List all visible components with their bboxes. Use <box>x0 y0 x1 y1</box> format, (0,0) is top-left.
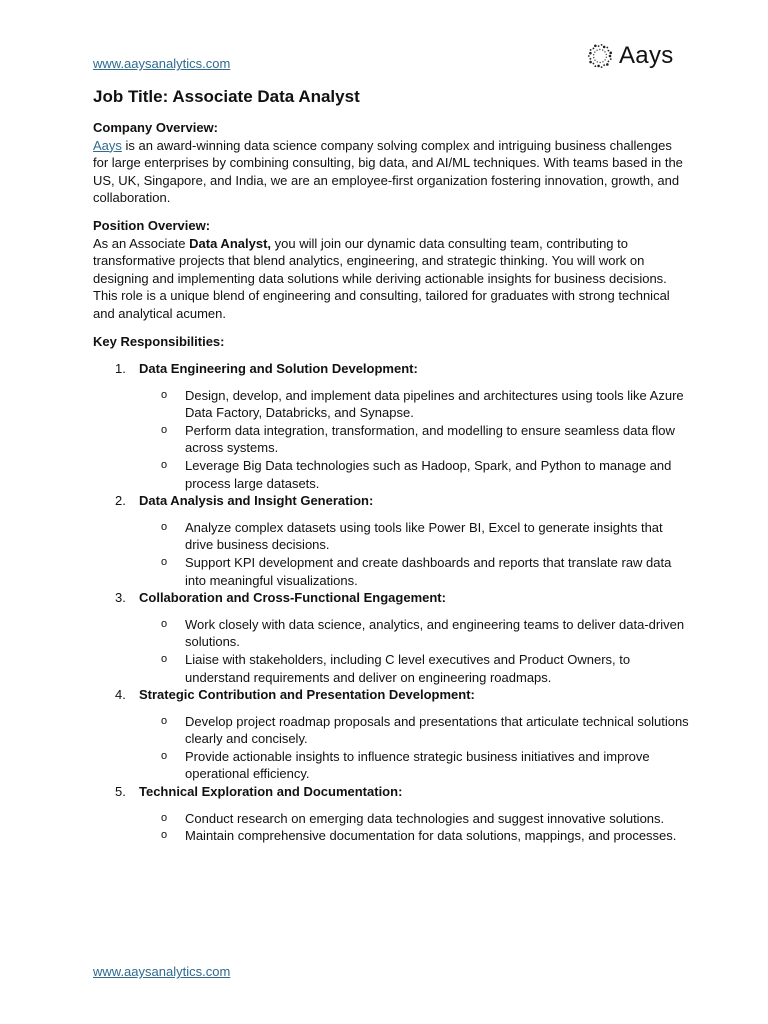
logo-dot <box>597 61 598 62</box>
logo-dot <box>606 57 607 58</box>
logo-text: Aays <box>619 42 674 69</box>
logo-dot <box>588 55 590 57</box>
sub-bullet-text: Support KPI development and create dashboards and reports that translate raw data into meaningful visualizations. <box>185 554 672 588</box>
responsibility-number: 4. <box>115 687 126 703</box>
circle-bullet-icon: o <box>161 652 168 665</box>
sub-bullet-text: Analyze complex datasets using tools like Power BI, Excel to generate insights that drive business decisions. <box>185 519 663 553</box>
responsibility-number: 2. <box>115 493 126 509</box>
sub-bullet-list <box>139 616 693 686</box>
responsibility-number: 5. <box>115 784 126 800</box>
sub-bullet-text: Leverage Big Data technologies such as Hadoop, Spark, and Python to manage and process large datasets. <box>185 457 672 491</box>
logo-dot <box>604 59 605 60</box>
logo-dot <box>609 52 612 55</box>
sub-bullet-text: Liaise with stakeholders, including C level executives and Product Owners, to understand requirements and deliver on engineering roadmaps. <box>185 651 631 685</box>
logo-dot <box>609 55 612 58</box>
sub-bullet-text: Provide actionable insights to influence strategic business initiatives and improve operational efficiency. <box>185 748 650 782</box>
company-overview-section <box>93 119 683 207</box>
sub-bullet-item <box>139 387 693 422</box>
logo-dot <box>593 54 594 55</box>
logo-dot <box>589 61 592 64</box>
logo-dot <box>589 52 592 55</box>
responsibility-title: Strategic Contribution and Presentation Development: <box>139 687 475 703</box>
logo-dot <box>596 50 597 51</box>
logo-dot <box>602 49 603 50</box>
sub-bullet-list <box>139 713 693 783</box>
logo-dot <box>608 61 610 63</box>
logo-dot <box>593 63 595 65</box>
sub-bullet-item <box>139 810 693 828</box>
sub-bullet-text: Work closely with data science, analytics, and engineering teams to deliver data-driven solutions. <box>185 616 685 650</box>
logo-dot <box>599 62 600 63</box>
logo-dot <box>594 59 595 60</box>
logo-dot <box>603 64 605 66</box>
circle-bullet-icon: o <box>161 811 168 824</box>
logo-dot <box>610 58 612 60</box>
logo-dot <box>598 45 600 47</box>
logo-dot <box>590 49 592 51</box>
sub-bullet-item <box>139 422 693 457</box>
circle-bullet-icon: o <box>161 388 168 401</box>
sub-bullet-item <box>139 457 693 492</box>
sub-bullet-text: Design, develop, and implement data pipelines and architectures using tools like Azure Data Factory, Databricks, and Synapse. <box>185 387 684 421</box>
responsibility-title: Collaboration and Cross-Functional Engagement: <box>139 590 446 606</box>
logo-dot <box>606 63 609 66</box>
circle-bullet-icon: o <box>161 617 168 630</box>
logo-dot <box>608 50 610 52</box>
logo-dot <box>602 61 603 62</box>
responsibility-title: Data Analysis and Insight Generation: <box>139 493 374 509</box>
key-responsibilities-section <box>93 333 683 351</box>
responsibility-number: 1. <box>115 361 126 376</box>
sub-bullet-text: Develop project roadmap proposals and presentations that articulate technical solutions clearly and concisely. <box>185 713 689 747</box>
responsibility-number: 3. <box>115 590 126 606</box>
key-responsibilities-heading: Key Responsibilities: <box>93 334 225 349</box>
responsibility-title: Technical Exploration and Documentation: <box>139 784 403 800</box>
sub-bullet-item <box>139 519 693 554</box>
circle-bullet-icon: o <box>161 458 168 471</box>
dotted-ring-logo-icon <box>587 43 613 69</box>
responsibility-item <box>93 589 693 686</box>
sub-bullet-list <box>139 519 693 589</box>
logo-dot <box>594 65 596 67</box>
logo-dot <box>606 54 607 55</box>
position-text-after: you will join our dynamic data consulting team, contributing to transformative projects that blend analytics, engineering, and strategic thinking. You will work on designing and implementing data solutions while deriving actionable insights for business decisions. This role is a unique blend of engineering and consulting, tailored for graduates with strong technical and analytical acumen. <box>93 235 670 321</box>
company-overview-body: is an award-winning data science company solving complex and intriguing business challenges for large enterprises by combining consulting, big data, and AI/ML techniques. With teams based in the US, UK, Singapore, and India, we are an employee-first organization fostering innovation, growth, and collaboration. <box>93 137 683 206</box>
company-name-link[interactable]: Aays <box>93 137 122 153</box>
company-overview-text <box>93 137 683 207</box>
sub-bullet-item <box>139 827 693 845</box>
logo-dot <box>601 44 603 46</box>
responsibility-title: Data Engineering and Solution Development: <box>139 361 418 376</box>
position-text-before: As an Associate <box>93 235 190 251</box>
company-logo <box>587 40 674 72</box>
circle-bullet-icon: o <box>161 749 168 762</box>
position-overview-heading: Position Overview: <box>93 218 211 233</box>
circle-bullet-icon: o <box>161 829 168 842</box>
logo-dot <box>593 57 594 58</box>
position-overview-text <box>93 235 683 323</box>
sub-bullet-text: Perform data integration, transformation, and modelling to ensure seamless data flow across systems. <box>185 422 675 456</box>
circle-bullet-icon: o <box>161 520 168 533</box>
logo-dot <box>594 51 595 52</box>
logo-dot <box>603 46 606 49</box>
responsibility-item <box>93 783 693 845</box>
responsibility-item <box>93 492 693 589</box>
position-overview-section <box>93 217 683 323</box>
sub-bullet-text: Conduct research on emerging data technologies and suggest innovative solutions. <box>185 810 665 826</box>
circle-bullet-icon: o <box>161 714 168 727</box>
logo-dot <box>601 66 603 68</box>
sub-bullet-list <box>139 810 693 845</box>
logo-dot <box>599 49 600 50</box>
sub-bullet-item <box>139 616 693 651</box>
circle-bullet-icon: o <box>161 423 168 436</box>
sub-bullet-list <box>139 387 693 493</box>
responsibility-item <box>93 686 693 783</box>
footer-website-link[interactable]: www.aaysanalytics.com <box>93 964 231 979</box>
logo-dot <box>606 47 608 49</box>
sub-bullet-text: Maintain comprehensive documentation for data solutions, mappings, and processes. <box>185 828 677 844</box>
responsibilities-list <box>93 360 693 845</box>
company-overview-heading: Company Overview: <box>93 120 218 135</box>
logo-dot <box>594 45 597 48</box>
logo-dot <box>604 51 605 52</box>
sub-bullet-item <box>139 713 693 748</box>
logo-dot <box>590 58 592 60</box>
logo-dot <box>597 65 600 68</box>
sub-bullet-item <box>139 748 693 783</box>
responsibility-item <box>93 360 693 492</box>
sub-bullet-item <box>139 651 693 686</box>
job-title: Job Title: Associate Data Analyst <box>93 87 360 106</box>
position-role-bold: Data Analyst, <box>189 235 272 251</box>
logo-dot <box>593 48 595 50</box>
header-website-link[interactable]: www.aaysanalytics.com <box>93 56 231 71</box>
circle-bullet-icon: o <box>161 555 168 568</box>
sub-bullet-item <box>139 554 693 589</box>
